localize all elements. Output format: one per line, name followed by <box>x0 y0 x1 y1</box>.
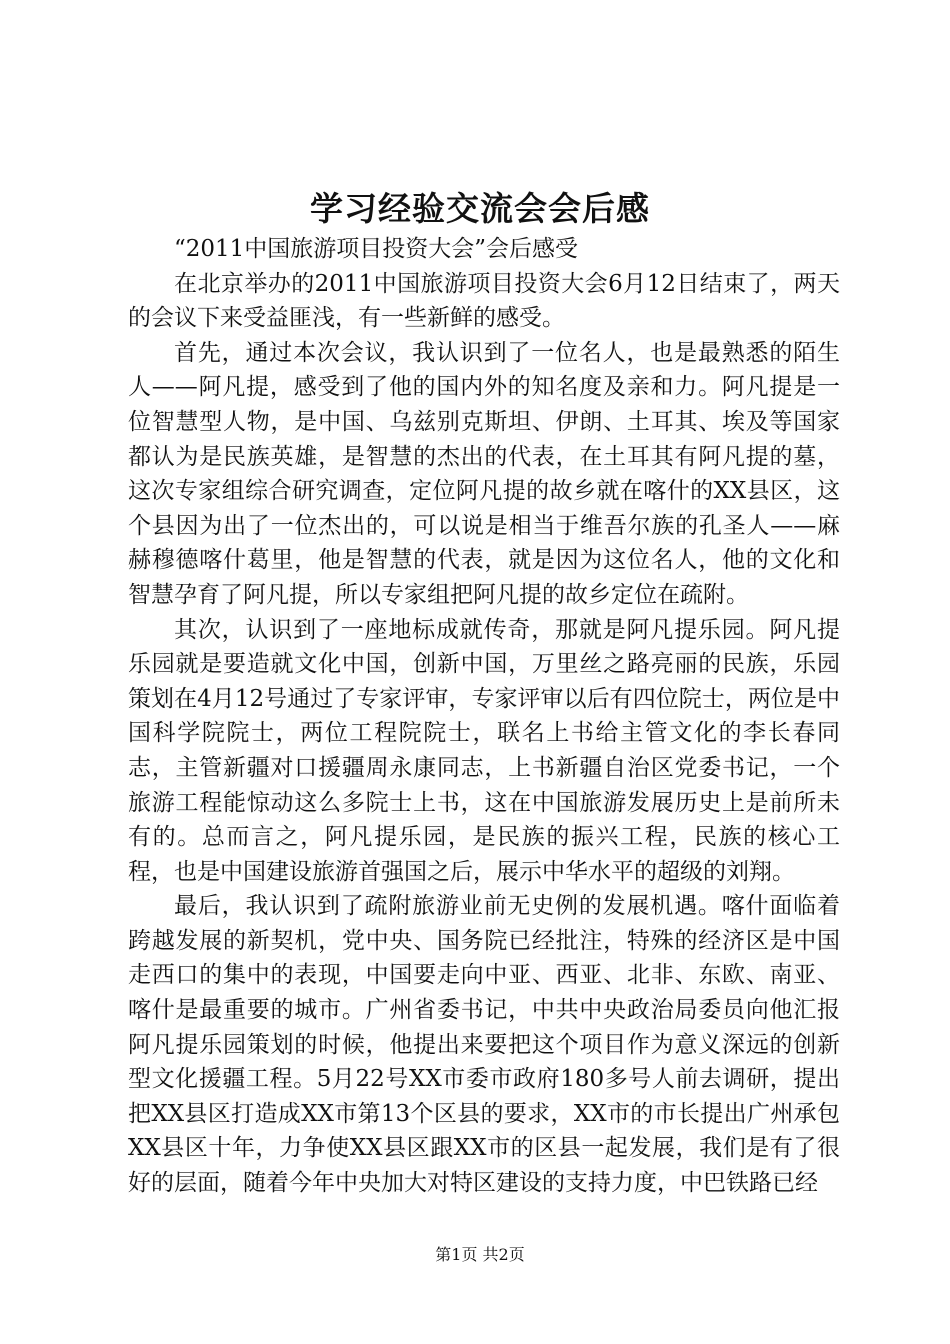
paragraph-last: 最后，我认识到了疏附旅游业前无史例的发展机遇。喀什面临着跨越发展的新契机，党中央、国务院已经批注，特殊的经济区是中国走西口的集中的表现，中国要走向中亚、西亚、北非、东欧、南亚、喀什是最重要的城市。广州省委书记，中共中央政治局委员向他汇报阿凡提乐园策划的时候，他提出来要把这个项目作为意义深远的创新型文化援疆工程。5月22号XX市委市政府180多号人前去调研，提出把XX县区打造成XX市第13个区县的要求，XX市的市长提出广州承包XX县区十年，力争使XX县区跟XX市的区县一起发展，我们是有了很好的层面，随着今年中央加大对特区建设的支持力度，中巴铁路已经 <box>128 893 840 1197</box>
document-title: 学习经验交流会会后感 <box>310 189 650 228</box>
paragraph-intro: 在北京举办的2011中国旅游项目投资大会6月12日结束了，两天的会议下来受益匪浅，有一些新鲜的感受。 <box>128 270 840 332</box>
paragraph-second: 其次，认识到了一座地标成就传奇，那就是阿凡提乐园。阿凡提乐园就是要造就文化中国，创新中国，万里丝之路亮丽的民族，乐园策划在4月12号通过了专家评审，专家评审以后有四位院士，两位是中国科学院院士，两位工程院院士，联名上书给主管文化的李长春同志，主管新疆对口援疆周永康同志，上书新疆自治区党委书记，一个旅游工程能惊动这么多院士上书，这在中国旅游发展历史上是前所未有的。总而言之，阿凡提乐园，是民族的振兴工程，民族的核心工程，也是中国建设旅游首强国之后，展示中华水平的超级的刘翔。 <box>128 616 840 885</box>
page-number-footer: 第1页 共2页 <box>435 1245 525 1264</box>
paragraph-subtitle: “2011中国旅游项目投资大会”会后感受 <box>174 236 579 262</box>
document-body <box>128 232 840 1201</box>
paragraph-first: 首先，通过本次会议，我认识到了一位名人，也是最熟悉的陌生人——阿凡提，感受到了他的国内外的知名度及亲和力。阿凡提是一位智慧型人物，是中国、乌兹别克斯坦、伊朗、土耳其、埃及等国家都认为是民族英雄，是智慧的杰出的代表，在土耳其有阿凡提的墓，这次专家组综合研究调查，定位阿凡提的故乡就在喀什的XX县区，这个县因为出了一位杰出的，可以说是相当于维吾尔族的孔圣人——麻赫穆德喀什葛里，他是智慧的代表，就是因为这位名人，他的文化和智慧孕育了阿凡提，所以专家组把阿凡提的故乡定位在疏附。 <box>128 339 840 608</box>
